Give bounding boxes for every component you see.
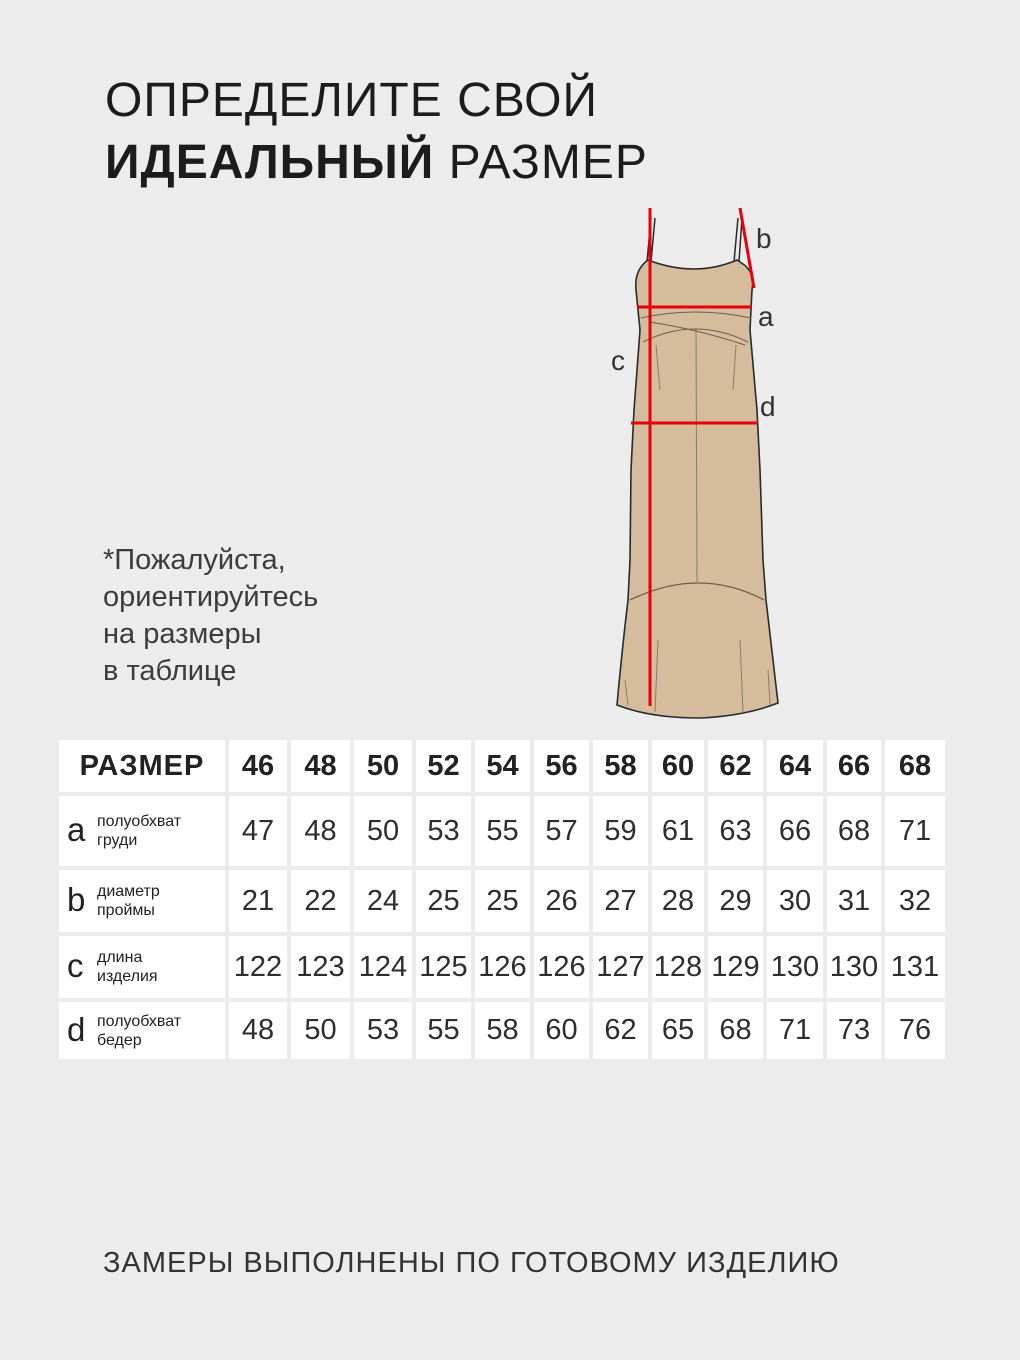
table-cell: 47: [229, 796, 287, 866]
table-cell: 122: [229, 936, 287, 998]
table-cell: 58: [475, 1002, 530, 1059]
table-cell: 22: [291, 870, 350, 932]
table-cell: 73: [827, 1002, 881, 1059]
param-desc: [97, 882, 160, 920]
param-letter: d: [67, 1010, 86, 1048]
dress-diagram: [580, 200, 820, 730]
table-cell: 123: [291, 936, 350, 998]
size-48: 48: [291, 740, 350, 792]
table-cell: 32: [885, 870, 945, 932]
table-header-row: [59, 740, 945, 792]
table-cell: 68: [708, 1002, 763, 1059]
param-desc: [97, 948, 158, 986]
size-64: 64: [767, 740, 823, 792]
table-row: [59, 936, 945, 998]
param-letter: c: [67, 947, 84, 985]
page-title: [105, 70, 648, 194]
title-bold-word: ИДЕАЛЬНЫЙ: [105, 136, 435, 189]
table-cell: 61: [652, 796, 704, 866]
table-cell: 63: [708, 796, 763, 866]
table-row: [59, 870, 945, 932]
param-desc: [97, 812, 181, 850]
table-cell: 27: [593, 870, 648, 932]
title-line-2: [105, 132, 648, 194]
param-desc-line: диаметр: [97, 883, 160, 900]
table-cell: 55: [416, 1002, 471, 1059]
table-cell: 50: [354, 796, 412, 866]
size-62: 62: [708, 740, 763, 792]
table-cell: 62: [593, 1002, 648, 1059]
right-strap: [734, 218, 742, 262]
param-desc-line: бедер: [97, 1031, 142, 1049]
note-line: *Пожалуйста,: [103, 544, 286, 576]
table-cell: 60: [534, 1002, 589, 1059]
size-56: 56: [534, 740, 589, 792]
table-cell: 57: [534, 796, 589, 866]
size-54: 54: [475, 740, 530, 792]
param-desc-line: груди: [97, 832, 138, 849]
table-cell: 21: [229, 870, 287, 932]
table-row: [59, 796, 945, 866]
table-cell: 53: [354, 1002, 412, 1059]
label-c: c: [611, 345, 625, 376]
param-letter: b: [67, 881, 86, 919]
title-rest: РАЗМЕР: [434, 136, 648, 189]
table-cell: 128: [652, 936, 704, 998]
param-c: [59, 936, 225, 998]
note-line: в таблице: [103, 655, 237, 687]
param-desc-line: изделия: [97, 968, 158, 985]
footer-note: ЗАМЕРЫ ВЫПОЛНЕНЫ ПО ГОТОВОМУ ИЗДЕЛИЮ: [103, 1247, 840, 1279]
table-cell: 65: [652, 1002, 704, 1059]
param-letter: a: [67, 811, 86, 849]
table-cell: 66: [767, 796, 823, 866]
table-cell: 25: [416, 870, 471, 932]
table-cell: 71: [885, 796, 945, 866]
table-cell: 25: [475, 870, 530, 932]
size-52: 52: [416, 740, 471, 792]
table-cell: 129: [708, 936, 763, 998]
param-desc-line: проймы: [97, 902, 155, 919]
label-b: b: [756, 223, 772, 254]
param-desc-line: полуобхват: [97, 1012, 182, 1030]
table-cell: 53: [416, 796, 471, 866]
note-line: на размеры: [103, 618, 262, 650]
table-cell: 126: [534, 936, 589, 998]
table-row: [59, 1002, 945, 1059]
param-a: [59, 796, 225, 866]
table-cell: 48: [229, 1002, 287, 1059]
table-cell: 126: [475, 936, 530, 998]
table-cell: 131: [885, 936, 945, 998]
label-a: a: [758, 301, 774, 332]
table-cell: 130: [767, 936, 823, 998]
table-cell: 55: [475, 796, 530, 866]
table-cell: 24: [354, 870, 412, 932]
size-68: 68: [885, 740, 945, 792]
table-cell: 50: [291, 1002, 350, 1059]
table-cell: 31: [827, 870, 881, 932]
table-cell: 26: [534, 870, 589, 932]
table-cell: 28: [652, 870, 704, 932]
size-58: 58: [593, 740, 648, 792]
size-50: 50: [354, 740, 412, 792]
table-cell: 29: [708, 870, 763, 932]
table-cell: 68: [827, 796, 881, 866]
table-cell: 130: [827, 936, 881, 998]
table-cell: 59: [593, 796, 648, 866]
table-cell: 30: [767, 870, 823, 932]
param-b: [59, 870, 225, 932]
param-desc-line: полуобхват: [97, 813, 182, 830]
title-line-1: ОПРЕДЕЛИТЕ СВОЙ: [105, 74, 598, 127]
size-note: [103, 542, 318, 690]
param-desc-line: длина: [97, 949, 143, 966]
size-66: 66: [827, 740, 881, 792]
label-d: d: [760, 391, 776, 422]
size-60: 60: [652, 740, 704, 792]
table-cell: 76: [885, 1002, 945, 1059]
size-header-label: РАЗМЕР: [59, 740, 225, 792]
param-desc: [97, 1012, 181, 1050]
table-cell: 125: [416, 936, 471, 998]
param-d: [59, 1002, 225, 1059]
table-cell: 127: [593, 936, 648, 998]
table-cell: 71: [767, 1002, 823, 1059]
table-cell: 124: [354, 936, 412, 998]
note-line: ориентируйтесь: [103, 581, 319, 613]
table-cell: 48: [291, 796, 350, 866]
size-table: [55, 736, 949, 1063]
size-46: 46: [229, 740, 287, 792]
